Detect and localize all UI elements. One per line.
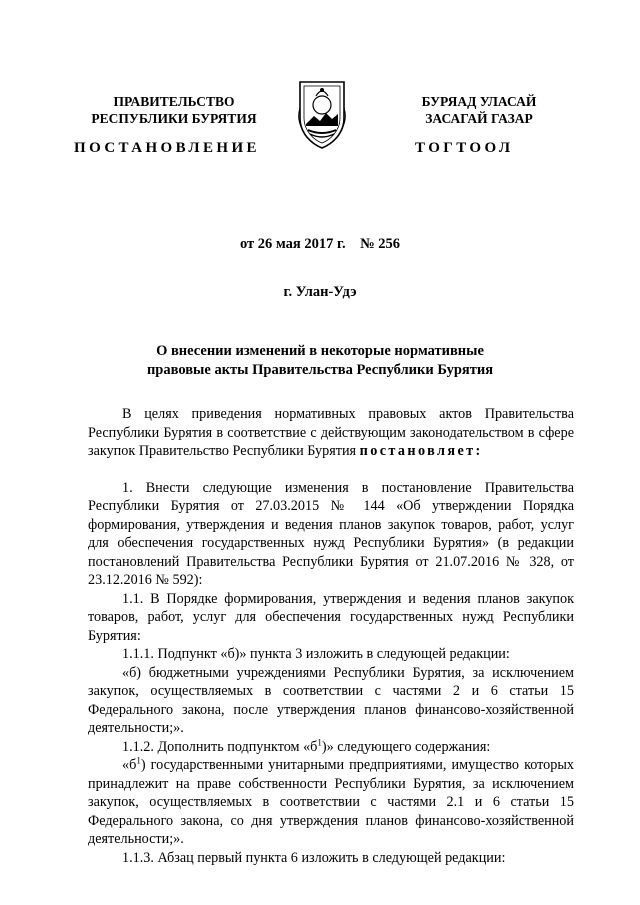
paragraph-1-1-2-tail: )» следующего содержания: [321, 738, 491, 755]
government-name-line2: РЕСПУБЛИКИ БУРЯТИЯ [91, 111, 257, 126]
decree-type-ru: ПОСТАНОВЛЕНИЕ [74, 140, 260, 156]
quote-b1-text: ) государственными унитарными предприятиями, имущество которых принадлежит на праве собственности Республики Бурятия, за исключением закупок, осуществляемых в соответствии с частями 2.1 и 6 статьи 15 Федерального закона, со дня утверждения планов финансово-хозяйственной деятельности;». [88, 757, 574, 847]
quote-b1-label: «б [122, 757, 137, 773]
header-left [74, 93, 274, 127]
decree-body [88, 405, 574, 867]
superscript: 1 [317, 736, 322, 747]
government-name-line1: ПРАВИТЕЛЬСТВО [113, 94, 235, 109]
decree-date-number: от 26 мая 2017 г. № 256 [239, 236, 401, 252]
resolves-word: постановляет: [359, 443, 483, 459]
paragraph-1-1-2 [88, 738, 574, 757]
decree-title [0, 342, 640, 380]
decree-title-line2: правовые акты Правительства Республики Бурятия [146, 362, 494, 378]
paragraph-1-1: 1.1. В Порядке формирования, утверждения и ведения планов закупок товаров, работ, услуг для обеспечения государственных нужд Республики Бурятия: [88, 590, 574, 644]
paragraph-1-1-2-text: 1.1.2. Дополнить подпунктом «б [122, 738, 318, 755]
city: г. Улан-Удэ [283, 284, 357, 300]
header-right [384, 93, 574, 127]
decree-title-line1: О внесении изменений в некоторые нормативные [156, 343, 484, 359]
preamble-paragraph [88, 405, 574, 461]
coat-of-arms-emblem [294, 78, 350, 150]
paragraph-1-1-1: 1.1.1. Подпункт «б)» пункта 3 изложить в следующей редакции: [122, 646, 510, 662]
government-name-bua-line1: БУРЯАД УЛАСАЙ [421, 94, 537, 109]
quote-subparagraph-b: «б) бюджетными учреждениями Республики Бурятия, за исключением закупок, осуществляемых в соответствии с частями 2 и 6 статьи 15 Федерального закона, после утверждения планов финансово-хозяйственной деятельности;». [88, 664, 574, 736]
decree-type-bua: ТОГТООЛ [415, 140, 514, 156]
paragraph-1: 1. Внести следующие изменения в постановление Правительства Республики Бурятия от 27.03.2015 № 144 «Об утверждении Порядка формирования, утверждения и ведения планов закупок товаров, работ, услуг для обеспечения государственных нужд Республики Бурятия» (в редакции постановлений Правительства Республики Бурятия от 21.07.2016 № 328, от 23.12.2016 № 592): [88, 479, 574, 588]
government-name-bua-line2: ЗАСАГАЙ ГАЗАР [425, 111, 533, 126]
preamble-text: В целях приведения нормативных правовых актов Правительства Республики Бурятия в соответствие с действующим законодательством в сфере закупок Правительство Республики Бурятия [88, 406, 574, 459]
paragraph-1-1-3: 1.1.3. Абзац первый пункта 6 изложить в следующей редакции: [122, 849, 506, 866]
quote-subparagraph-b1 [88, 756, 574, 849]
superscript: 1 [136, 755, 141, 766]
